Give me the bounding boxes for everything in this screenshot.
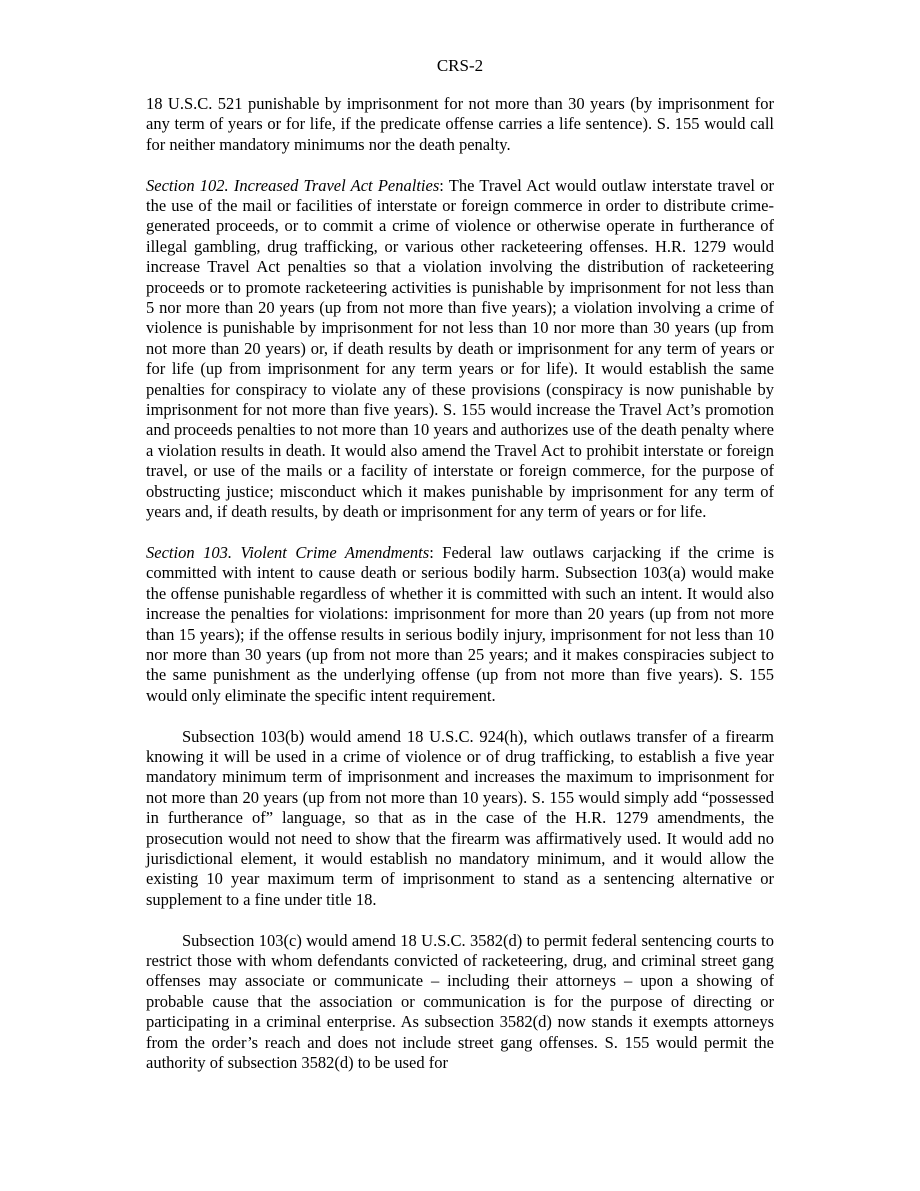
paragraph-text: Subsection 103(c) would amend 18 U.S.C. 3582(d) to permit federal sentencing courts to restrict those with whom defendants convicted of racketeering, drug, and criminal street gang offenses may associate or communicate – including their attorneys – upon a showing of probable cause that the association or communication is for the purpose of directing or participating in a criminal enterprise. As subsection 3582(d) now stands it exempts attorneys from the order’s reach and does not include street gang offenses. S. 155 would permit the authority of subsection 3582(d) to be used for <box>146 930 774 1073</box>
paragraph-subsection-103b <box>146 727 774 911</box>
section-heading: Section 103. Violent Crime Amendments <box>146 542 430 562</box>
document-page <box>146 56 774 1073</box>
paragraph-text: Subsection 103(b) would amend 18 U.S.C. 924(h), which outlaws transfer of a firearm knowing it will be used in a crime of violence or of drug trafficking, to establish a five year mandatory minimum term of imprisonment and increases the maximum to imprisonment for not more than 20 years (up from not more than 10 years). S. 155 would simply add “possessed in furtherance of” language, so that as in the case of the H.R. 1279 amendments, the prosecution would not need to show that the firearm was affirmatively used. It would add no jurisdictional element, it would establish no mandatory minimum, and it would allow the existing 10 year maximum term of imprisonment to stand as a sentencing alternative or supplement to a fine under title 18. <box>146 726 774 909</box>
paragraph-subsection-103c <box>146 931 774 1074</box>
paragraph-text: 18 U.S.C. 521 punishable by imprisonment for not more than 30 years (by imprisonment for any term of years or for life, if the predicate offense carries a life sentence). S. 155 would call for neither mandatory minimums nor the death penalty. <box>146 94 774 154</box>
paragraph-section-103 <box>146 543 774 706</box>
section-heading: Section 102. Increased Travel Act Penalties <box>146 175 440 195</box>
paragraph-text: : The Travel Act would outlaw interstate travel or the use of the mail or facilities of interstate or foreign commerce in order to distribute crime-generated proceeds, or to commit a crime of violence or otherwise operate in furtherance of illegal gambling, drug trafficking, or various other racketeering offenses. H.R. 1279 would increase Travel Act penalties so that a violation involving the distribution of racketeering proceeds or to promote racketeering activities is punishable by imprisonment for not less than 5 nor more than 20 years (up from not more than five years); a violation involving a crime of violence is punishable by imprisonment for not less than 10 nor more than 30 years (up from not more than 20 years) or, if death results by death or imprisonment for any term of years or for life (up from imprisonment for any term years or for life). It would establish the same penalties for conspiracy to violate any of these provisions (conspiracy is now punishable by imprisonment for not more than five years). S. 155 would increase the Travel Act’s promotion and proceeds penalties to not more than 10 years and authorizes use of the death penalty where a violation results in death. It would also amend the Travel Act to prohibit interstate or foreign travel, or use of the mails or a facility of interstate or foreign commerce, for the purpose of obstructing justice; misconduct which it makes punishable by imprisonment for any term of years and, if death results, by death or imprisonment for any term of years or for life. <box>146 175 774 522</box>
paragraph-section-102 <box>146 176 774 523</box>
page-number-header: CRS-2 <box>436 56 484 75</box>
paragraph-text: : Federal law outlaws carjacking if the crime is committed with intent to cause death or serious bodily harm. Subsection 103(a) would make the offense punishable regardless of whether it is committed with such an intent. It would also increase the penalties for violations: imprisonment for more than 20 years (up from not more than 15 years); if the offense results in serious bodily injury, imprisonment for not less than 10 nor more than 30 years (up from not more than 25 years; and it makes conspiracies subject to the same punishment as the underlying offense (up from not more than five years). S. 155 would only eliminate the specific intent requirement. <box>146 542 774 705</box>
paragraph-carryover <box>146 94 774 155</box>
